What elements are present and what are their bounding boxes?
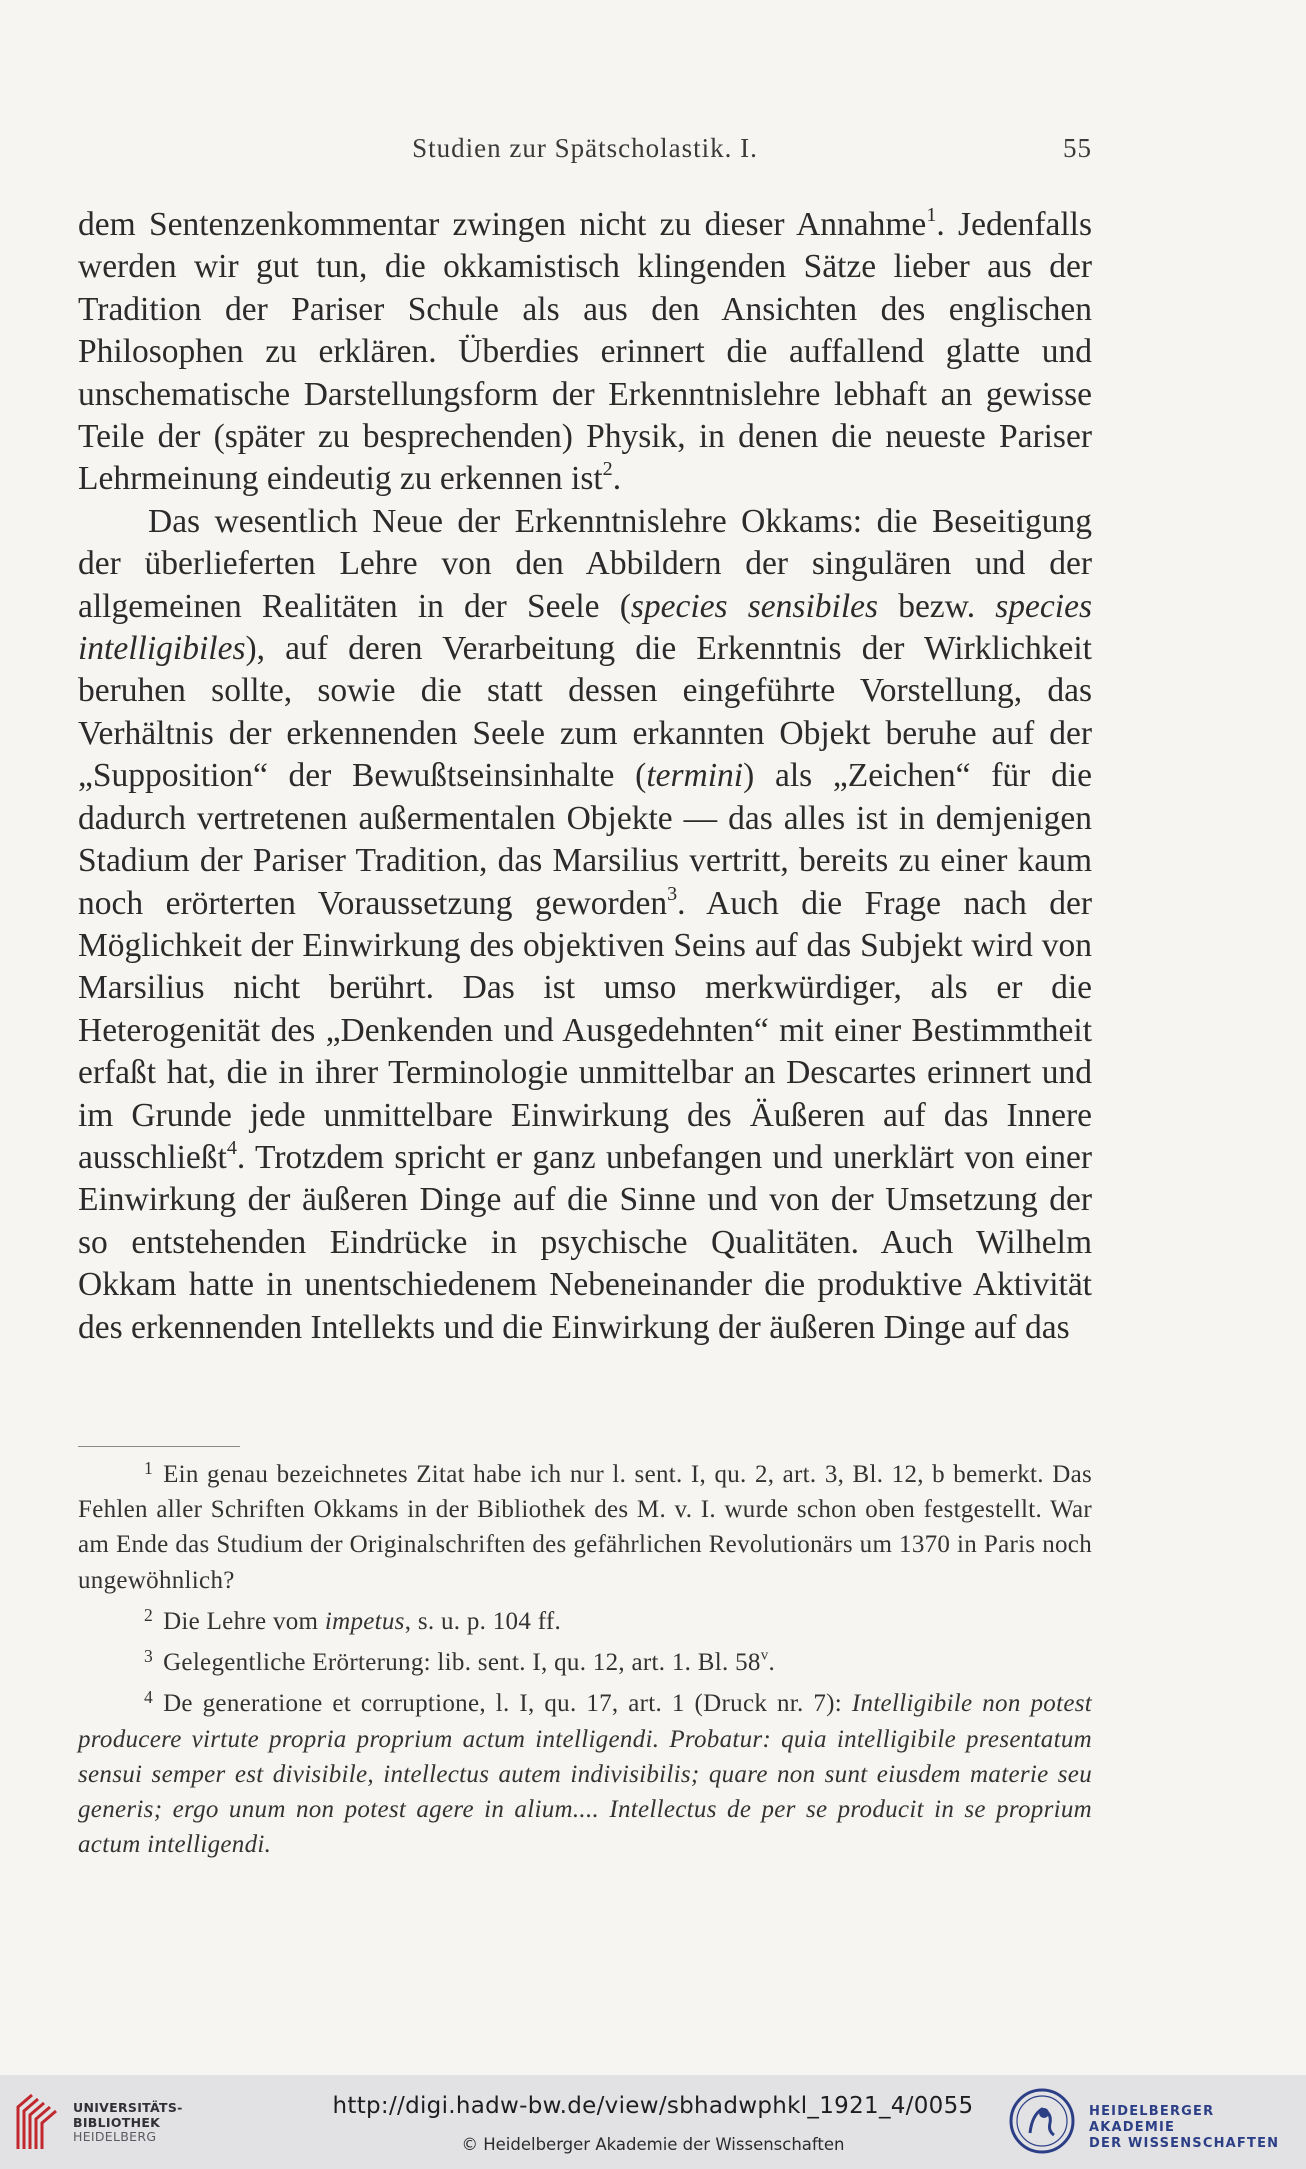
copyright-notice: © Heidelberger Akademie der Wissenschaften xyxy=(461,2135,845,2154)
footnote-number: 2 xyxy=(144,1605,154,1626)
library-name-line: BIBLIOTHEK xyxy=(73,2114,161,2130)
body-text xyxy=(78,204,1092,1349)
footnotes xyxy=(78,1451,1092,1863)
academy-name-line: HEIDELBERGER AKADEMIE xyxy=(1089,2104,1215,2135)
footnote-4 xyxy=(78,1680,1092,1862)
library-city-line: HEIDELBERG xyxy=(73,2129,157,2144)
academy-name-line: DER WISSENSCHAFTEN xyxy=(1089,2136,1280,2151)
footnote-text: De generatione et corruptione, l. I, qu. 17, art. 1 (Druck nr. 7): Intelligibile non potest producere virtute propria proprium actum intelligendi. Probatur: quia intelligibile presentatum sensui semper est divisibile, intellectus autem indivisibilis; quare non sunt eiusdem materie seu generis; ergo unum non potest agere in alium.... Intellectus de per se producit in se proprium actum intelligendi. xyxy=(78,1690,1092,1859)
running-head-title: Studien zur Spätscholastik. I. xyxy=(412,133,758,163)
footnote-number: 3 xyxy=(144,1646,154,1667)
footnote-number: 4 xyxy=(144,1687,154,1708)
library-name-line: UNIVERSITÄTS- xyxy=(73,2100,183,2115)
footnote-1 xyxy=(78,1451,1092,1598)
footnote-number: 1 xyxy=(144,1458,154,1478)
footnote-text: Die Lehre vom impetus, s. u. p. 104 ff. xyxy=(163,1607,562,1635)
viewer-footer xyxy=(0,2075,1306,2169)
body-paragraph-2: Das wesentlich Neue der Erkenntnislehre Okkams: die Beseitigung der überlieferten Lehre von den Abbildern der singulären und der allgemeinen Realitäten in der Seele (species sensibiles bezw. species intelligibiles), auf deren Verarbeitung die Erkenntnis der Wirklichkeit beruhen sollte, sowie die statt dessen eingeführte Vorstellung, das Verhältnis der erkennenden Seele zum erkannten Objekt beruhe auf der „Supposition“ der Bewußtseinsinhalte (termini) als „Zeichen“ für die dadurch vertretenen außermentalen Objekte — das alles ist in demjenigen Stadium der Pariser Tradition, das Marsilius vertritt, bereits zu einer kaum noch erörterten Voraussetzung geworden$^3$. Auch die Frage nach der Möglichkeit der Einwirkung des objektiven Seins auf das Subjekt wird von Marsilius nicht berührt. Das ist umso merkwürdiger, als er die Heterogenität des „Denkenden und Ausgedehnten“ mit einer Bestimmtheit erfaßt hat, die in ihrer Terminologie unmittelbar an Descartes erinnert und im Grunde jede unmittelbare Einwirkung des Äußeren auf das Innere ausschließt$^4$. Trotzdem spricht er ganz unbefangen und unerklärt von einer Einwirkung der äußeren Dinge auf die Sinne und von der Umsetzung der so entstehenden Eindrücke in psychische Qualitäten. Auch Wilhelm Okkam hatte in unentschiedenem Nebeneinander die produktive Aktivität des erkennenden Intellekts und die Einwirkung der äußeren Dinge auf das xyxy=(78,502,1092,1346)
academy-seal-icon xyxy=(1008,2087,1076,2155)
page-number: 55 xyxy=(1063,133,1092,163)
footnote-2 xyxy=(78,1598,1092,1639)
footnote-3 xyxy=(78,1639,1092,1680)
academy-name xyxy=(1089,2104,1306,2152)
footnote-text: Gelegentliche Erörterung: lib. sent. I, qu. 12, art. 1. Bl. 58$^v$. xyxy=(163,1647,776,1677)
permalink-url[interactable]: http://digi.hadw-bw.de/view/sbhadwphkl_1921_4/0055 xyxy=(332,2093,974,2119)
footnote-rule xyxy=(78,1446,240,1447)
running-head xyxy=(78,133,1092,173)
footnote-text: Ein genau bezeichnetes Zitat habe ich nur l. sent. I, qu. 2, art. 3, Bl. 12, b bemerkt. Das Fehlen aller Schriften Okkams in der Bibliothek des M. v. I. wurde schon oben festgestellt. War am Ende das Studium der Originalschriften des gefährlichen Revolutionärs um 1370 in Paris noch ungewöhnlich? xyxy=(78,1460,1092,1594)
body-paragraph-1: dem Sentenzenkommentar zwingen nicht zu dieser Annahme$^1$. Jedenfalls werden wir gut tun, die okkamistisch klingenden Sätze lieber aus der Tradition der Pariser Schule als aus den Ansichten des englischen Philosophen zu erklären. Überdies erinnert die auffallend glatte und unschematische Darstellungsform der Erkenntnislehre lebhaft an gewisse Teile der (später zu besprechenden) Physik, in denen die neueste Pariser Lehrmeinung eindeutig zu erkennen ist$^2$. xyxy=(78,203,1093,498)
